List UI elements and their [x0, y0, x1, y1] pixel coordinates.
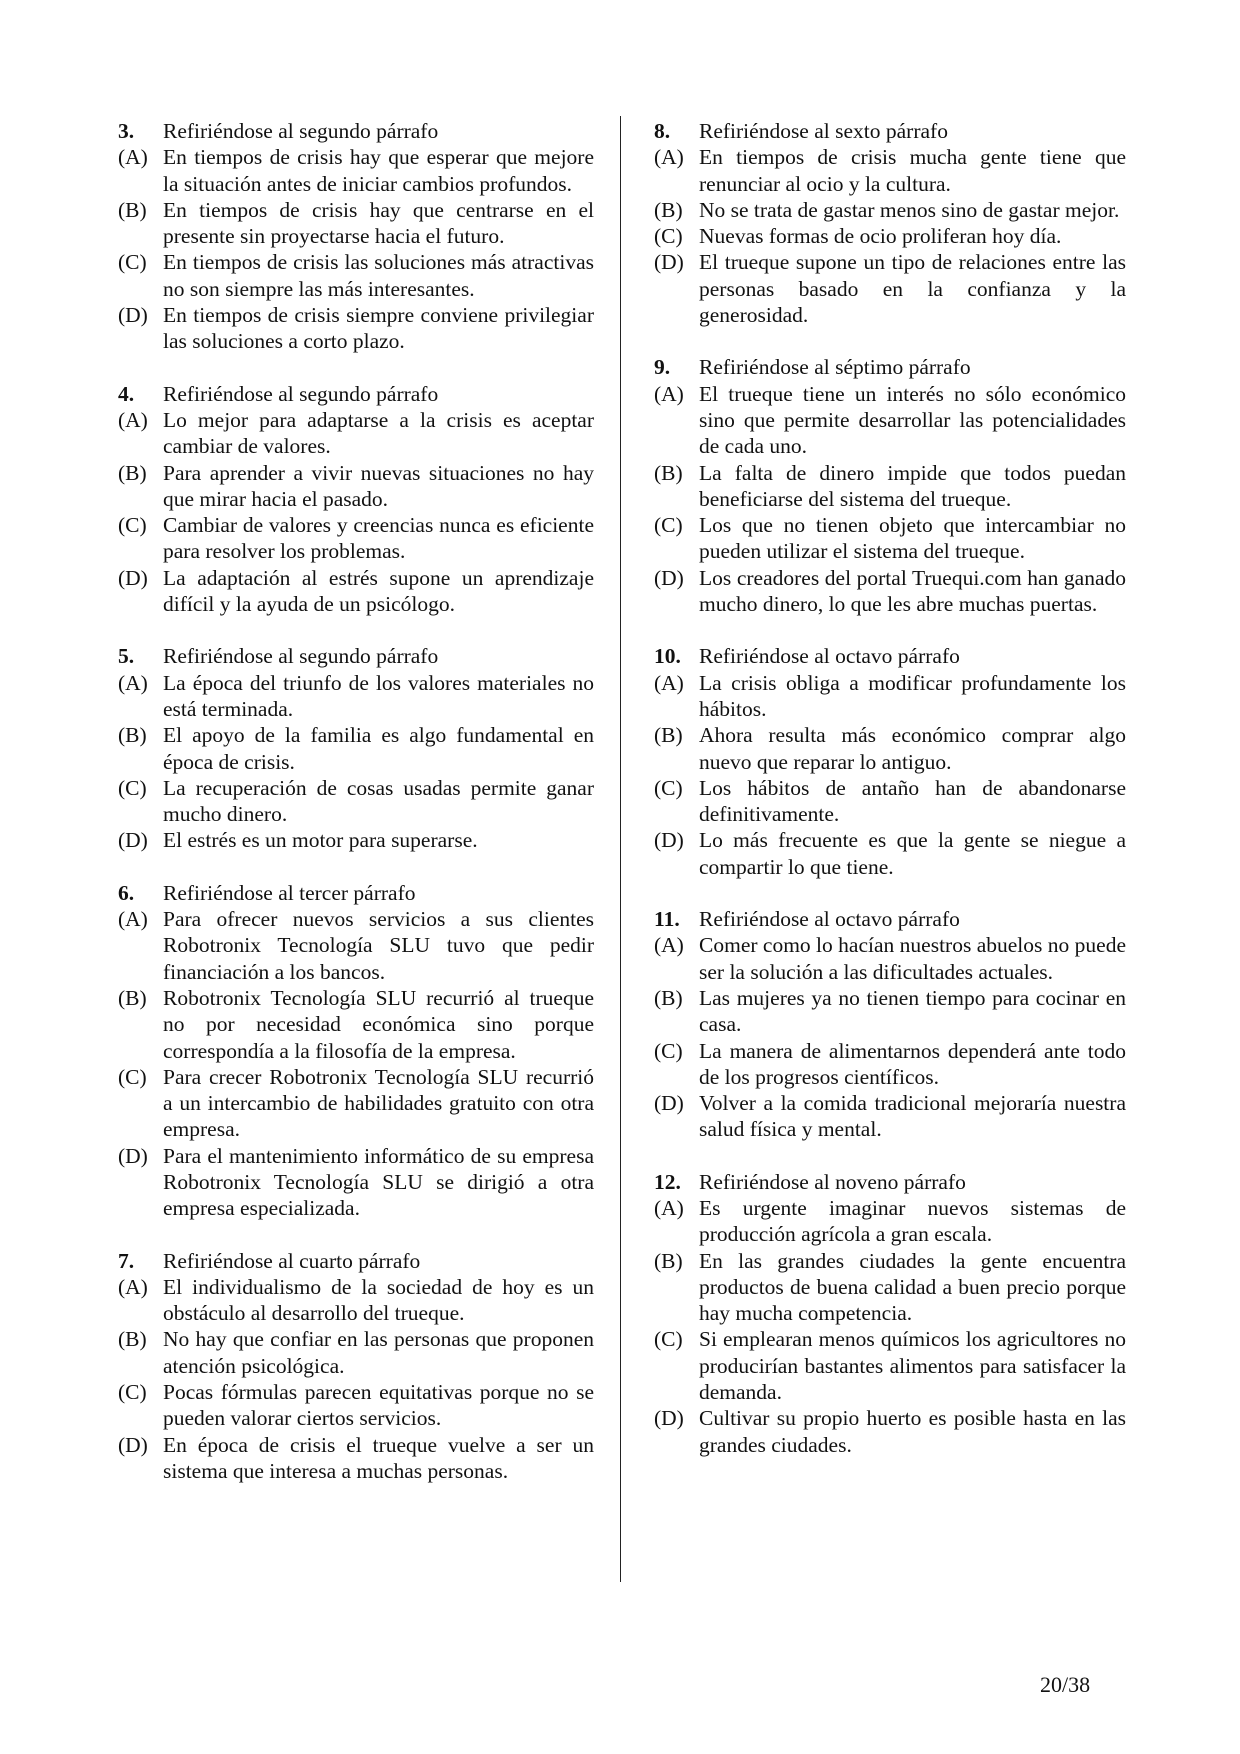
option-text: Para el mantenimiento informático de su empresa Robotronix Tecnología SLU se dirigió a otra empresa especializada.: [163, 1143, 594, 1221]
option-text: El estrés es un motor para superarse.: [163, 828, 478, 853]
question-header: [118, 643, 594, 669]
answer-option: [118, 1143, 594, 1222]
question-header: [118, 118, 594, 144]
option-letter: (A): [654, 933, 684, 958]
question-block: [118, 381, 594, 618]
question-header: [654, 906, 1126, 932]
answer-option: [654, 144, 1126, 197]
option-letter: (D): [654, 565, 684, 590]
question-header: [118, 381, 594, 407]
option-text: Cultivar su propio huerto es posible hasta en las grandes ciudades.: [699, 1406, 1126, 1457]
answer-option: [118, 1326, 594, 1379]
question-block: [118, 1248, 594, 1485]
option-text: Para aprender a vivir nuevas situaciones no hay que mirar hacia el pasado.: [163, 460, 594, 511]
answer-option: [654, 932, 1126, 985]
option-text: Los que no tienen objeto que intercambiar no pueden utilizar el sistema del trueque.: [699, 513, 1126, 564]
answer-option: [118, 775, 594, 828]
question-number: 9.: [654, 355, 671, 380]
option-letter: (B): [118, 723, 147, 748]
option-text: Robotronix Tecnología SLU recurrió al trueque no por necesidad económica sino porque correspondía a la filosofía de la empresa.: [163, 985, 594, 1063]
question-block: [118, 880, 594, 1222]
question-number: 4.: [118, 381, 135, 406]
option-letter: (D): [654, 828, 684, 853]
question-number: 12.: [654, 1169, 681, 1194]
answer-option: [118, 512, 594, 565]
option-text: La época del triunfo de los valores materiales no está terminada.: [163, 670, 594, 721]
answer-option: [654, 249, 1126, 328]
answer-option: [654, 775, 1126, 828]
question-block: [654, 906, 1126, 1143]
option-letter: (C): [654, 513, 683, 538]
answer-option: [654, 512, 1126, 565]
answer-option: [118, 906, 594, 985]
answer-option: [654, 1090, 1126, 1143]
answer-option: [654, 1038, 1126, 1091]
option-letter: (D): [654, 1406, 684, 1431]
option-letter: (C): [118, 1064, 147, 1089]
answer-option: [654, 460, 1126, 513]
option-text: Comer como lo hacían nuestros abuelos no puede ser la solución a las dificultades actuales.: [699, 933, 1126, 984]
question-prompt: Refiriéndose al octavo párrafo: [699, 644, 960, 669]
answer-option: [118, 827, 594, 853]
option-text: En tiempos de crisis mucha gente tiene que renunciar al ocio y la cultura.: [699, 145, 1126, 196]
option-text: En época de crisis el trueque vuelve a ser un sistema que interesa a muchas personas.: [163, 1432, 594, 1483]
question-prompt: Refiriéndose al cuarto párrafo: [163, 1248, 421, 1273]
option-text: Lo más frecuente es que la gente se niegue a compartir lo que tiene.: [699, 828, 1126, 879]
option-letter: (B): [118, 985, 147, 1010]
answer-option: [654, 827, 1126, 880]
question-header: [118, 880, 594, 906]
question-number: 6.: [118, 880, 135, 905]
option-text: La falta de dinero impide que todos puedan beneficiarse del sistema del trueque.: [699, 460, 1126, 511]
question-number: 3.: [118, 119, 135, 143]
question-prompt: Refiriéndose al octavo párrafo: [699, 907, 960, 932]
question-block: [654, 1169, 1126, 1458]
option-letter: (A): [118, 907, 148, 932]
question-prompt: Refiriéndose al noveno párrafo: [699, 1169, 966, 1194]
option-text: No se trata de gastar menos sino de gastar mejor.: [699, 197, 1120, 222]
question-header: [654, 354, 1126, 380]
option-text: La recuperación de cosas usadas permite ganar mucho dinero.: [163, 775, 594, 827]
option-letter: (C): [654, 1038, 683, 1063]
question-prompt: Refiriéndose al sexto párrafo: [699, 119, 948, 143]
question-prompt: Refiriéndose al tercer párrafo: [163, 880, 416, 905]
option-text: La manera de alimentarnos dependerá ante todo de los progresos científicos.: [699, 1038, 1126, 1089]
option-letter: (C): [118, 775, 147, 800]
option-text: Las mujeres ya no tienen tiempo para cocinar en casa.: [699, 985, 1126, 1037]
answer-option: [654, 985, 1126, 1038]
option-letter: (A): [654, 145, 684, 170]
question-block: [118, 643, 594, 853]
answer-option: [118, 1379, 594, 1432]
answer-option: [654, 197, 1126, 223]
option-letter: (B): [118, 1327, 147, 1352]
answer-option: [118, 565, 594, 618]
question-number: 5.: [118, 644, 135, 669]
question-prompt: Refiriéndose al segundo párrafo: [163, 381, 439, 406]
option-text: La adaptación al estrés supone un aprendizaje difícil y la ayuda de un psicólogo.: [163, 565, 594, 617]
option-letter: (A): [118, 670, 148, 695]
option-text: El individualismo de la sociedad de hoy es un obstáculo al desarrollo del trueque.: [163, 1274, 594, 1326]
option-letter: (B): [118, 197, 147, 222]
option-letter: (D): [654, 1091, 684, 1116]
option-letter: (B): [654, 985, 683, 1010]
option-text: Los creadores del portal Truequi.com han ganado mucho dinero, lo que les abre muchas puertas.: [699, 565, 1126, 617]
question-header: [654, 1169, 1126, 1195]
option-letter: (C): [118, 513, 147, 538]
option-letter: (B): [654, 197, 683, 222]
option-text: Volver a la comida tradicional mejoraría nuestra salud física y mental.: [699, 1091, 1126, 1142]
answer-option: [118, 144, 594, 197]
option-letter: (B): [654, 460, 683, 485]
answer-option: [654, 565, 1126, 618]
answer-option: [654, 1405, 1126, 1458]
option-text: En tiempos de crisis hay que centrarse en el presente sin proyectarse hacia el futuro.: [163, 197, 594, 249]
option-letter: (B): [654, 1248, 683, 1273]
option-text: En tiempos de crisis hay que esperar que mejore la situación antes de iniciar cambios profundos.: [163, 145, 594, 196]
answer-option: [118, 670, 594, 723]
question-block: [654, 118, 1126, 328]
option-letter: (C): [118, 250, 147, 275]
answer-option: [118, 407, 594, 460]
answer-option: [118, 985, 594, 1064]
option-text: Lo mejor para adaptarse a la crisis es aceptar cambiar de valores.: [163, 407, 594, 459]
option-letter: (D): [118, 303, 148, 328]
option-letter: (C): [654, 1327, 683, 1352]
option-text: El apoyo de la familia es algo fundamental en época de crisis.: [163, 723, 594, 774]
left-column: [118, 118, 594, 1510]
option-letter: (C): [654, 224, 683, 249]
option-text: Nuevas formas de ocio proliferan hoy día.: [699, 224, 1062, 249]
option-text: La crisis obliga a modificar profundamente los hábitos.: [699, 670, 1126, 721]
answer-option: [118, 1064, 594, 1143]
answer-option: [654, 1326, 1126, 1405]
question-header: [654, 118, 1126, 144]
question-number: 8.: [654, 119, 671, 143]
option-letter: (A): [118, 145, 148, 170]
option-text: El trueque supone un tipo de relaciones entre las personas basado en la confianza y la generosidad.: [699, 250, 1126, 328]
option-letter: (D): [654, 250, 684, 275]
question-prompt: Refiriéndose al segundo párrafo: [163, 119, 439, 143]
answer-option: [654, 1195, 1126, 1248]
question-block: [654, 354, 1126, 617]
option-letter: (A): [654, 670, 684, 695]
answer-option: [654, 223, 1126, 249]
question-prompt: Refiriéndose al séptimo párrafo: [699, 355, 971, 380]
option-text: Los hábitos de antaño han de abandonarse definitivamente.: [699, 775, 1126, 827]
option-text: Es urgente imaginar nuevos sistemas de producción agrícola a gran escala.: [699, 1195, 1126, 1247]
option-text: Para crecer Robotronix Tecnología SLU recurrió a un intercambio de habilidades gratuito con otra empresa.: [163, 1064, 594, 1142]
option-letter: (A): [654, 381, 684, 406]
answer-option: [654, 670, 1126, 723]
answer-option: [118, 1274, 594, 1327]
option-text: Si emplearan menos químicos los agricultores no producirían bastantes alimentos para satisfacer la demanda.: [699, 1327, 1126, 1405]
option-text: Pocas fórmulas parecen equitativas porque no se pueden valorar ciertos servicios.: [163, 1380, 594, 1431]
option-letter: (A): [654, 1195, 684, 1220]
answer-option: [654, 1248, 1126, 1327]
option-letter: (C): [654, 775, 683, 800]
option-text: En tiempos de crisis siempre conviene privilegiar las soluciones a corto plazo.: [163, 303, 594, 354]
question-number: 7.: [118, 1248, 135, 1273]
option-letter: (D): [118, 828, 148, 853]
option-text: El trueque tiene un interés no sólo económico sino que permite desarrollar las potencialidades de cada uno.: [699, 381, 1126, 459]
page-number: 20/38: [1040, 1672, 1091, 1697]
option-text: Para ofrecer nuevos servicios a sus clientes Robotronix Tecnología SLU tuvo que pedir financiación a los bancos.: [163, 907, 594, 984]
question-prompt: Refiriéndose al segundo párrafo: [163, 644, 439, 669]
option-text: En tiempos de crisis las soluciones más atractivas no son siempre las más interesantes.: [163, 250, 594, 301]
option-text: Ahora resulta más económico comprar algo nuevo que reparar lo antiguo.: [699, 723, 1126, 774]
right-column: [654, 118, 1126, 1484]
option-letter: (B): [118, 460, 147, 485]
option-letter: (C): [118, 1380, 147, 1405]
option-letter: (D): [118, 1432, 148, 1457]
option-text: Cambiar de valores y creencias nunca es eficiente para resolver los problemas.: [163, 513, 594, 564]
question-header: [654, 643, 1126, 669]
option-letter: (D): [118, 1143, 148, 1168]
option-letter: (D): [118, 565, 148, 590]
column-divider: [620, 116, 621, 1582]
question-block: [118, 118, 594, 355]
option-text: En las grandes ciudades la gente encuentra productos de buena calidad a buen precio porque hay mucha competencia.: [699, 1248, 1126, 1326]
option-letter: (A): [118, 407, 148, 432]
answer-option: [654, 381, 1126, 460]
question-number: 11.: [654, 907, 680, 932]
question-block: [654, 643, 1126, 880]
answer-option: [118, 197, 594, 250]
answer-option: [118, 302, 594, 355]
answer-option: [654, 722, 1126, 775]
answer-option: [118, 1432, 594, 1485]
answer-option: [118, 249, 594, 302]
option-letter: (B): [654, 723, 683, 748]
option-letter: (A): [118, 1274, 148, 1299]
answer-option: [118, 460, 594, 513]
answer-option: [118, 722, 594, 775]
question-header: [118, 1248, 594, 1274]
question-number: 10.: [654, 644, 681, 669]
option-text: No hay que confiar en las personas que proponen atención psicológica.: [163, 1327, 594, 1378]
